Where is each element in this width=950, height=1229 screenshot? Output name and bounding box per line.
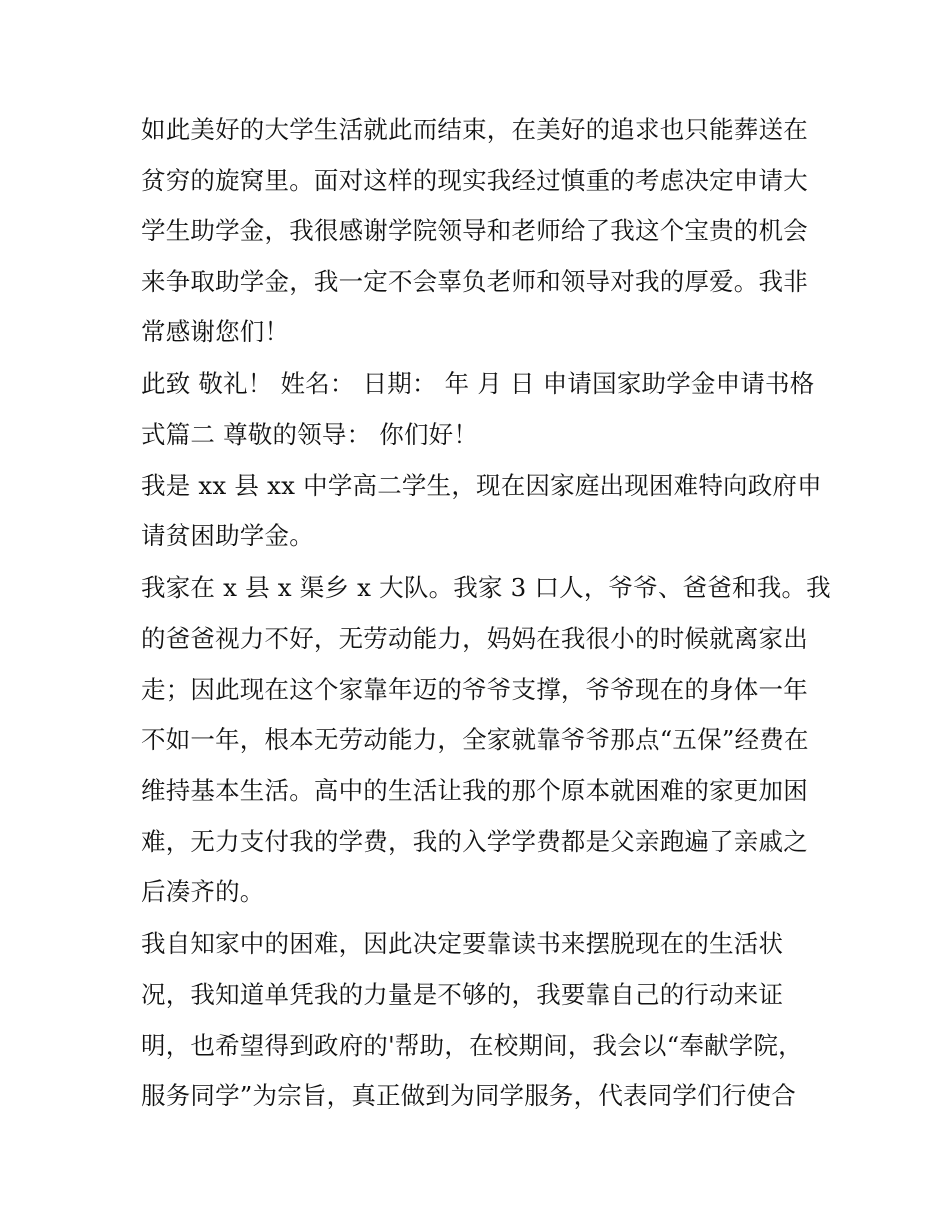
- text-line: 此致 敬礼！ 姓名： 日期： 年 月 日 申请国家助学金申请书格: [141, 369, 815, 398]
- text-line: 请贫困助学金。: [141, 521, 314, 550]
- text-line: 我自知家中的困难，因此决定要靠读书来摆脱现在的生活状: [141, 929, 784, 958]
- text-line: 来争取助学金，我一定不会辜负老师和领导对我的厚爱。我非: [141, 267, 808, 296]
- text-line: 的爸爸视力不好，无劳动能力，妈妈在我很小的时候就离家出: [141, 624, 808, 653]
- text-line: 明，也希望得到政府的'帮助，在校期间，我会以“奉献学院，: [141, 1031, 803, 1060]
- text-line: 学生助学金，我很感谢学院领导和老师给了我这个宝贵的机会: [141, 216, 808, 245]
- text-line: 不如一年，根本无劳动能力，全家就靠爷爷那点“五保”经费在: [141, 725, 809, 754]
- text-line: 常感谢您们！: [141, 317, 290, 346]
- text-line: 维持基本生活。高中的生活让我的那个原本就困难的家更加困: [141, 776, 808, 805]
- text-line: 后凑齐的。: [141, 877, 265, 906]
- text-line: 服务同学”为宗旨，真正做到为同学服务，代表同学们行使合: [141, 1081, 796, 1110]
- text-line: 走；因此现在这个家靠年迈的爷爷支撑，爷爷现在的身体一年: [141, 675, 808, 704]
- text-line: 式篇二 尊敬的领导： 你们好！: [141, 420, 479, 449]
- text-line: 况，我知道单凭我的力量是不够的，我要靠自己的行动来证: [141, 980, 784, 1009]
- text-line: 如此美好的大学生活就此而结束，在美好的追求也只能葬送在: [141, 115, 808, 144]
- text-line: 贫穷的旋窝里。面对这样的现实我经过慎重的考虑决定申请大: [141, 166, 808, 195]
- text-line: 我家在 x 县 x 渠乡 x 大队。我家 3 口人，爷爷、爸爸和我。我: [141, 573, 831, 602]
- text-line: 难，无力支付我的学费，我的入学学费都是父亲跑遍了亲戚之: [141, 827, 808, 856]
- text-line: 我是 xx 县 xx 中学高二学生，现在因家庭出现困难特向政府申: [141, 471, 822, 500]
